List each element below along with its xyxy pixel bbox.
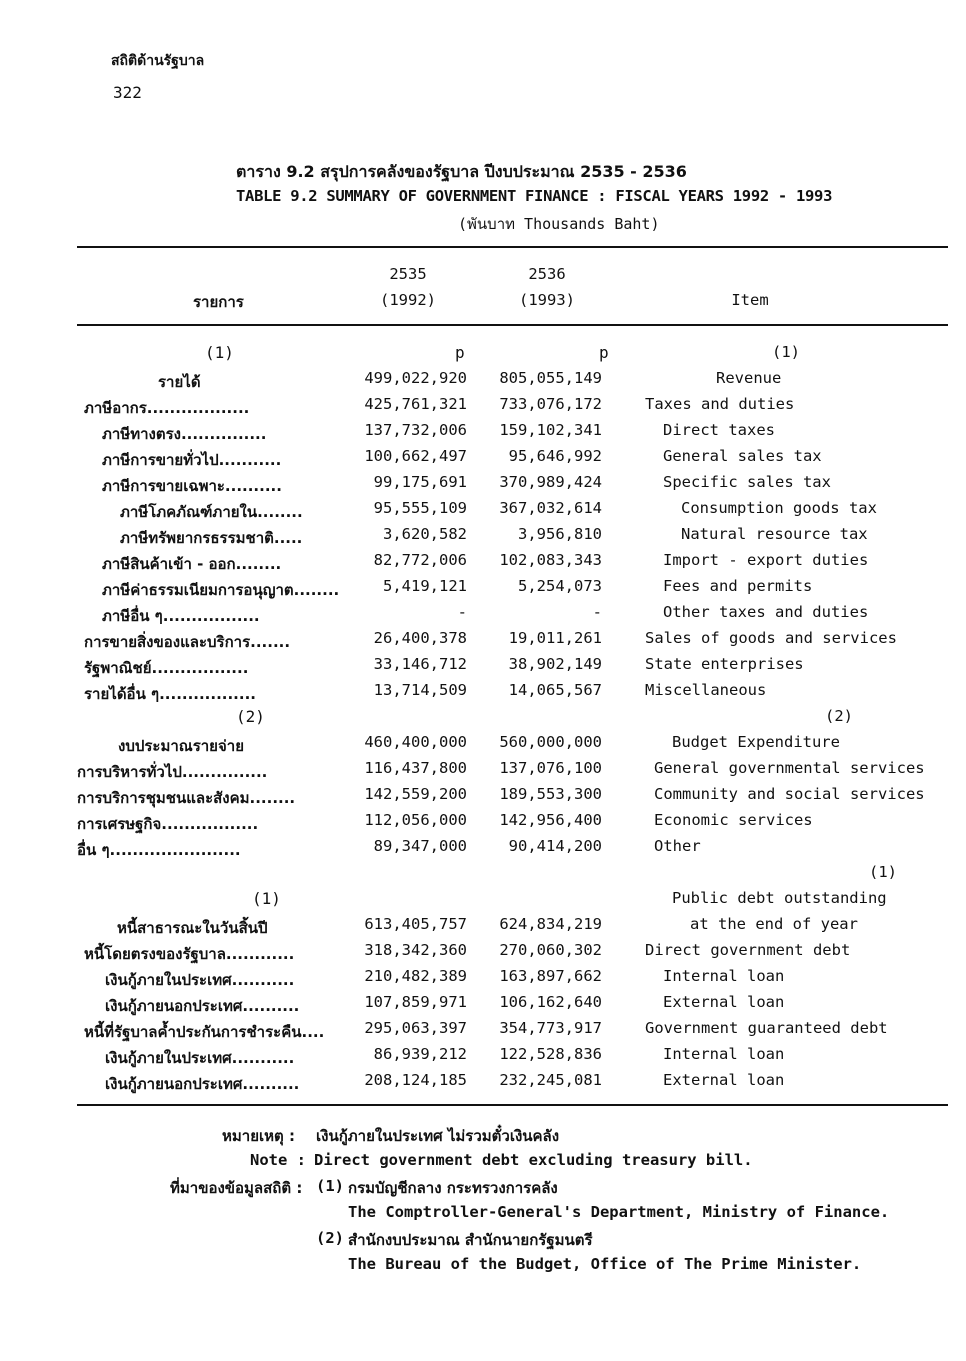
- note-thai-text: เงินกู้ภายในประเทศ ไม่รวมตั๋วเงินคลัง: [316, 1127, 560, 1145]
- note-thai-label: หมายเหตุ :: [222, 1127, 295, 1145]
- source1-number: (1): [316, 1177, 344, 1195]
- row-thai-label: การบริหารทั่วไป...............: [77, 763, 268, 781]
- row-value-1993: 106,162,640: [499, 993, 602, 1011]
- page-number: 322: [113, 83, 142, 102]
- row-value-1992: 33,146,712: [373, 655, 467, 673]
- row-thai-label: รายได้: [158, 373, 201, 391]
- row-value-1992: 295,063,397: [364, 1019, 467, 1037]
- row-english-label: (1): [869, 863, 897, 881]
- row-thai-label: เงินกู้ภายนอกประเทศ..........: [105, 1075, 300, 1093]
- row-thai-label: ภาษีทรัพยากรธรรมชาติ.....: [120, 529, 303, 547]
- note-en-label: Note :: [250, 1151, 306, 1169]
- row-value-1993: 163,897,662: [499, 967, 602, 985]
- bottom-rule: [77, 1104, 948, 1106]
- table-title-thai: ตาราง 9.2 สรุปการคลังของรัฐบาล ปีงบประมาณ 2535 - 2536: [236, 162, 687, 181]
- row-value-1992: 112,056,000: [364, 811, 467, 829]
- row-value-1992: 208,124,185: [364, 1071, 467, 1089]
- row-english-label: Import - export duties: [663, 551, 869, 569]
- row-value-1993: 367,032,614: [499, 499, 602, 517]
- row-english-label: Revenue: [716, 369, 782, 387]
- row-value-1992: 210,482,389: [364, 967, 467, 985]
- row-value-1992: 425,761,321: [364, 395, 467, 413]
- row-value-1993: 805,055,149: [499, 369, 602, 387]
- row-value-1992: 89,347,000: [373, 837, 467, 855]
- row-english-label: Other taxes and duties: [663, 603, 869, 621]
- row-thai-label: ภาษีการขายเฉพาะ..........: [102, 477, 282, 495]
- row-value-1992: 318,342,360: [364, 941, 467, 959]
- row-value-1992: 137,732,006: [364, 421, 467, 439]
- row-english-label: General sales tax: [663, 447, 822, 465]
- row-thai-label: อื่น ๆ.......................: [77, 841, 241, 859]
- row-thai-label: หนี้สาธารณะในวันสิ้นปี: [117, 919, 268, 937]
- row-english-label: State enterprises: [645, 655, 804, 673]
- row-value-1993: 95,646,992: [508, 447, 602, 465]
- row-thai-label: รัฐพาณิชย์.................: [84, 659, 249, 677]
- row-english-label: Specific sales tax: [663, 473, 831, 491]
- row-english-label: Taxes and duties: [645, 395, 795, 413]
- row-thai-label: ภาษีการขายทั่วไป...........: [102, 451, 282, 469]
- row-value-1993: 14,065,567: [508, 681, 602, 699]
- row-value-1993: 3,956,810: [518, 525, 602, 543]
- source-label: ที่มาของข้อมูลสถิติ :: [170, 1179, 303, 1197]
- row-english-label: Miscellaneous: [645, 681, 767, 699]
- row-english-label: Direct taxes: [663, 421, 775, 439]
- row-value-1993: 122,528,836: [499, 1045, 602, 1063]
- row-value-1993: 370,989,424: [499, 473, 602, 491]
- row-value-1992: 116,437,800: [364, 759, 467, 777]
- row-thai-label: ภาษีสินค้าเข้า - ออก........: [102, 555, 282, 573]
- row-english-label: Economic services: [654, 811, 813, 829]
- row-value-1993: 189,553,300: [499, 785, 602, 803]
- header-rule: [77, 324, 948, 326]
- source1-thai: กรมบัญชีกลาง กระทรวงการคลัง: [348, 1179, 558, 1197]
- row-value-1992: 95,555,109: [373, 499, 467, 517]
- col-thai-item: รายการ: [193, 293, 244, 311]
- row-value-1993: 90,414,200: [508, 837, 602, 855]
- col-1992: (1992): [380, 291, 436, 309]
- row-thai-label: การบริการชุมชนและสังคม........: [77, 789, 296, 807]
- row-value-1993: 137,076,100: [499, 759, 602, 777]
- row-english-label: Other: [654, 837, 701, 855]
- col-item: Item: [731, 291, 769, 309]
- flag-1992: p: [455, 343, 465, 362]
- row-english-label: Fees and permits: [663, 577, 813, 595]
- row-english-label: at the end of year: [690, 915, 858, 933]
- top-rule: [77, 246, 948, 248]
- source2-number: (2): [316, 1229, 344, 1247]
- row-thai-label: ภาษีค่าธรรมเนียมการอนุญาต........: [102, 581, 340, 599]
- row-value-1992: 82,772,006: [373, 551, 467, 569]
- row-thai-label: รายได้อื่น ๆ.................: [84, 685, 256, 703]
- source1-english: The Comptroller-General's Department, Ministry of Finance.: [348, 1203, 890, 1221]
- row-thai-label: เงินกู้ภายในประเทศ...........: [105, 971, 295, 989]
- row-value-1993: 142,956,400: [499, 811, 602, 829]
- row-english-label: External loan: [663, 993, 785, 1011]
- row-value-1993: 159,102,341: [499, 421, 602, 439]
- row-value-1992: 460,400,000: [364, 733, 467, 751]
- row-english-label: Budget Expenditure: [672, 733, 840, 751]
- row-thai-label: ภาษีโภคภัณฑ์ภายใน........: [120, 503, 303, 521]
- row-english-label: General governmental services: [654, 759, 925, 777]
- row-thai-label: การเศรษฐกิจ.................: [77, 815, 259, 833]
- row-english-label: Consumption goods tax: [681, 499, 877, 517]
- row-value-1992: 3,620,582: [383, 525, 467, 543]
- row-value-1992: 13,714,509: [373, 681, 467, 699]
- row-thai-label: หนี้โดยตรงของรัฐบาล............: [84, 945, 295, 963]
- col-2536: 2536: [528, 265, 566, 283]
- row-english-label: (2): [825, 707, 853, 725]
- row-value-1992: 99,175,691: [373, 473, 467, 491]
- book-title: สถิติด้านรัฐบาล: [111, 53, 205, 69]
- unit-label: (พันบาท Thousands Baht): [458, 215, 660, 233]
- flag-1993: p: [599, 343, 609, 362]
- row-english-label: External loan: [663, 1071, 785, 1089]
- row-thai-label: (1): [252, 889, 281, 908]
- row-value-1993: 733,076,172: [499, 395, 602, 413]
- row-value-1992: -: [457, 603, 467, 621]
- row-english-label: Direct government debt: [645, 941, 851, 959]
- row-value-1992: 499,022,920: [364, 369, 467, 387]
- table-title-english: TABLE 9.2 SUMMARY OF GOVERNMENT FINANCE : FISCAL YEARS 1992 - 1993: [236, 187, 833, 205]
- row-english-label: Public debt outstanding: [672, 889, 887, 907]
- row-value-1992: 613,405,757: [364, 915, 467, 933]
- row-thai-label: หนี้ที่รัฐบาลค้ำประกันการชำระคืน....: [84, 1023, 325, 1041]
- row-thai-label: เงินกู้ภายในประเทศ...........: [105, 1049, 295, 1067]
- row-english-label: Internal loan: [663, 1045, 785, 1063]
- row-value-1993: 19,011,261: [508, 629, 602, 647]
- row-thai-label: เงินกู้ภายนอกประเทศ..........: [105, 997, 300, 1015]
- row-english-label: Internal loan: [663, 967, 785, 985]
- note-en-text: Direct government debt excluding treasury bill.: [314, 1151, 753, 1169]
- row-value-1993: 354,773,917: [499, 1019, 602, 1037]
- source2-thai: สำนักงบประมาณ สำนักนายกรัฐมนตรี: [348, 1231, 593, 1249]
- row-value-1992: 107,859,971: [364, 993, 467, 1011]
- row-english-label: Government guaranteed debt: [645, 1019, 888, 1037]
- row-english-label: (1): [772, 343, 800, 361]
- row-value-1993: -: [592, 603, 602, 621]
- row-value-1992: 100,662,497: [364, 447, 467, 465]
- row-thai-label: ภาษีทางตรง...............: [102, 425, 267, 443]
- row-thai-label: ภาษีอากร..................: [84, 399, 250, 417]
- row-value-1993: 270,060,302: [499, 941, 602, 959]
- row-english-label: Community and social services: [654, 785, 925, 803]
- row-value-1993: 232,245,081: [499, 1071, 602, 1089]
- row-value-1993: 5,254,073: [518, 577, 602, 595]
- row-english-label: Sales of goods and services: [645, 629, 897, 647]
- row-thai-label: ภาษีอื่น ๆ.................: [102, 607, 260, 625]
- row-value-1992: 86,939,212: [373, 1045, 467, 1063]
- row-thai-label: (2): [236, 707, 265, 726]
- col-2535: 2535: [389, 265, 427, 283]
- source2-english: The Bureau of the Budget, Office of The Prime Minister.: [348, 1255, 862, 1273]
- row-value-1993: 38,902,149: [508, 655, 602, 673]
- row-value-1993: 102,083,343: [499, 551, 602, 569]
- row-value-1993: 560,000,000: [499, 733, 602, 751]
- row-thai-label: (1): [205, 343, 234, 362]
- row-thai-label: การขายสิ่งของและบริการ.......: [84, 633, 291, 651]
- row-value-1992: 26,400,378: [373, 629, 467, 647]
- row-english-label: Natural resource tax: [681, 525, 868, 543]
- col-1993: (1993): [519, 291, 575, 309]
- row-value-1992: 5,419,121: [383, 577, 467, 595]
- row-thai-label: งบประมาณรายจ่าย: [118, 737, 244, 755]
- row-value-1993: 624,834,219: [499, 915, 602, 933]
- row-value-1992: 142,559,200: [364, 785, 467, 803]
